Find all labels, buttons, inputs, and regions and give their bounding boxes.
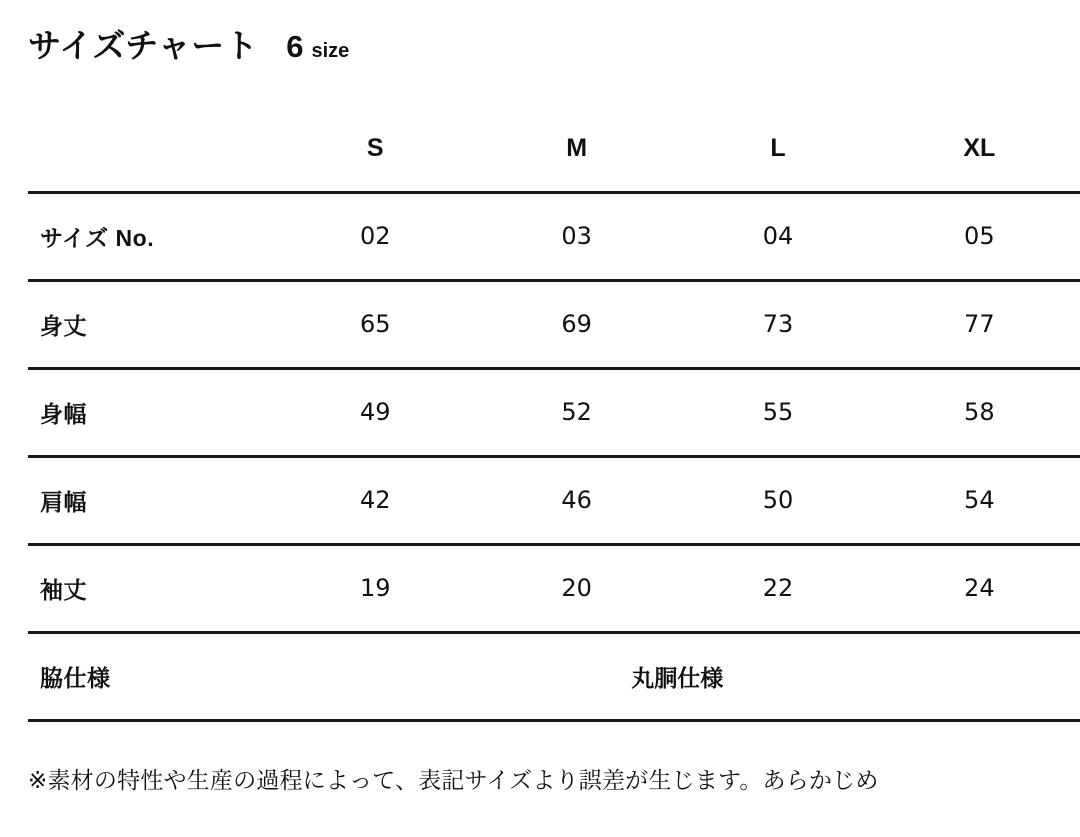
cell-body-width-s: 49: [359, 398, 391, 427]
table-row: [28, 544, 1080, 632]
table-row: [28, 280, 1080, 368]
cell-shoulder-width-l: 50: [762, 486, 794, 515]
header-corner: [28, 106, 275, 193]
cell-sleeve-length-l: 22: [762, 574, 794, 603]
table-header: [28, 106, 1080, 193]
footnote: ※素材の特性や生産の過程によって、表記サイズより誤差が生じます。あらかじめ: [28, 767, 879, 793]
cell-shoulder-width-s: 42: [359, 486, 391, 515]
page-title-text: サイズチャート: [28, 27, 259, 64]
size-chart-table-wrapper: [0, 106, 1080, 722]
header-size-xl: XL: [963, 133, 996, 162]
cell-body-width-xl: 58: [964, 398, 995, 427]
header-size-s: S: [366, 133, 384, 162]
cell-body-width-l: 55: [762, 398, 794, 427]
size-count: 6: [286, 29, 304, 64]
table-row: [28, 368, 1080, 456]
cell-shoulder-width-m: 46: [561, 486, 592, 515]
row-label-body-length: 身丈: [40, 312, 87, 339]
page-title: [0, 0, 1080, 66]
row-label-size-no: サイズ No.: [40, 224, 155, 251]
row-label-sleeve-length: 袖丈: [40, 576, 87, 603]
row-label-shoulder-width: 肩幅: [40, 488, 87, 515]
cell-body-length-s: 65: [359, 310, 391, 339]
cell-body-length-xl: 77: [964, 310, 995, 339]
header-row: [28, 106, 1080, 193]
table-row: [28, 192, 1080, 280]
cell-body-length-l: 73: [762, 310, 794, 339]
row-label-body-width: 身幅: [40, 400, 87, 427]
table-row: [28, 456, 1080, 544]
size-count-unit: size: [311, 40, 350, 62]
cell-body-length-m: 69: [561, 310, 592, 339]
row-label-side-spec: 脇仕様: [40, 664, 111, 691]
cell-size-no-s: 02: [359, 222, 391, 251]
cell-body-width-m: 52: [561, 398, 592, 427]
cell-side-spec-value: 丸胴仕様: [631, 664, 724, 691]
cell-size-no-l: 04: [762, 222, 794, 251]
header-size-m: M: [566, 133, 588, 162]
cell-sleeve-length-xl: 24: [964, 574, 995, 603]
size-chart-table: [28, 106, 1080, 722]
cell-size-no-m: 03: [561, 222, 592, 251]
table-body: [28, 192, 1080, 720]
cell-sleeve-length-s: 19: [359, 574, 391, 603]
cell-shoulder-width-xl: 54: [964, 486, 995, 515]
table-row-spec: [28, 632, 1080, 720]
header-size-l: L: [770, 133, 786, 162]
cell-sleeve-length-m: 20: [561, 574, 592, 603]
cell-size-no-xl: 05: [964, 222, 995, 251]
